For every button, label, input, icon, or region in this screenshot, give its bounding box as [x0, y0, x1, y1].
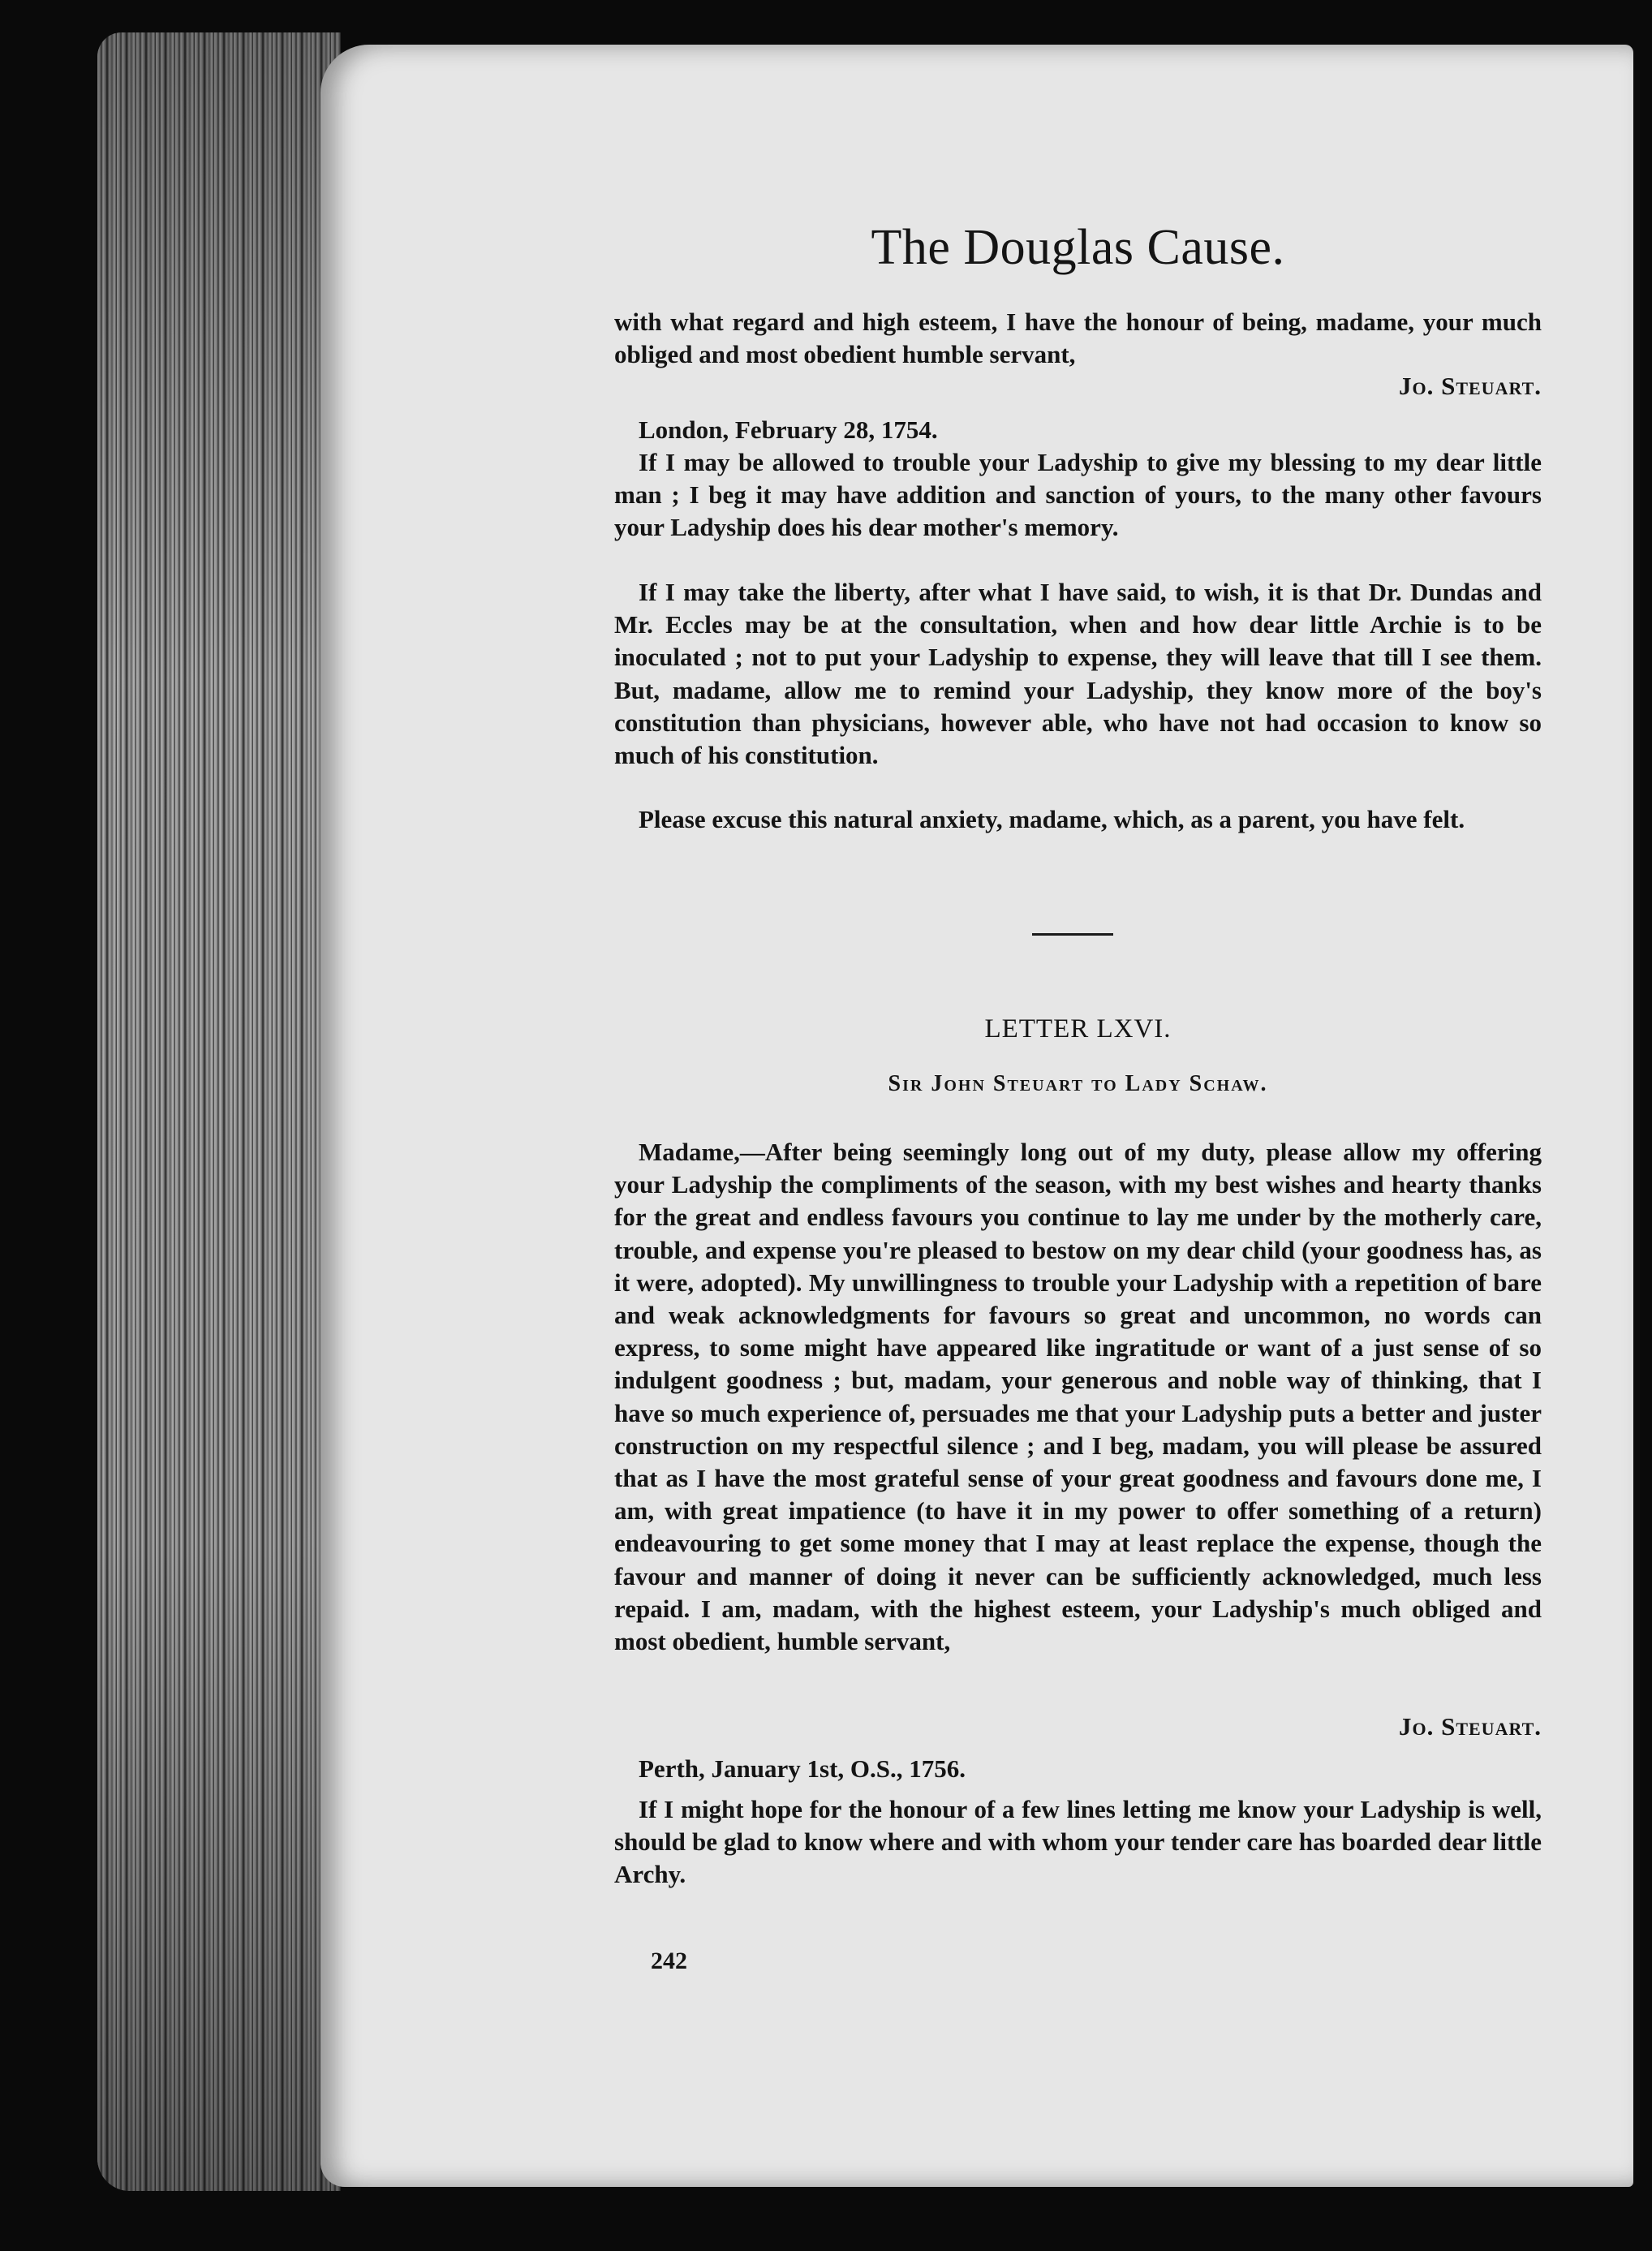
postscript-paragraph: If I may take the liberty, after what I have said, to wish, it is that Dr. Dundas and Mr. Eccles may be at the consultation, when and how dear little Archie is to be inoculated ; not to put your Ladyship to expense, they will leave that till I see them. But, madame, allow me to remind your Ladyship, they know more of the boy's constitution than physicians, however able, who have not had occasion to know so much of his constitution. — [614, 578, 1542, 770]
postscript-paragraph: Please excuse this natural anxiety, madame, which, as a parent, you have felt. — [639, 805, 1465, 833]
page-number: 242 — [651, 1948, 687, 1974]
letter-closing: with what regard and high esteem, I have the honour of being, madame, your much obliged and most obedient humble servant, — [614, 308, 1542, 369]
book-edge-shadow — [97, 32, 341, 2191]
dateline-prev: London, February 28, 1754. — [639, 415, 938, 444]
postscript-paragraph: If I may be allowed to trouble your Ladyship to give my blessing to my dear little man ; I beg it may have addition and sanction of yours, to the many other favours your Ladyship does his dear mother's memory. — [614, 448, 1542, 542]
letter-body: Madame,—After being seemingly long out of my duty, please allow my offering your Ladyship the compliments of the season, with my best wishes and hearty thanks for the great and endless favours you continue to lay me under by the motherly care, trouble, and expense you're pleased to bestow on my dear child (your goodness has, as it were, adopted). My unwillingness to trouble your Ladyship with a repetition of bare and weak acknowledgments for favours so great and uncommon, no words can express, to some might have appeared like ingratitude or want of a just sense of so indulgent goodness ; but, madam, your generous and noble way of thinking, that I have so much experience of, persuades me that your Ladyship puts a better and juster construction on my respectful silence ; and I beg, madam, you will please be assured that as I have the most grateful sense of your great goodness and favours done me, I am, with great impatience (to have it in my power to offer something of a return) endeavouring to get some money that I may at least replace the expense, though the favour and manner of doing it never can be sufficiently acknowledged, much less repaid. I am, madam, with the highest esteem, your Ladyship's much obliged and most obedient, humble servant, — [614, 1138, 1542, 1656]
section-divider — [1032, 933, 1113, 936]
dateline: Perth, January 1st, O.S., 1756. — [639, 1754, 966, 1783]
signature-prev: Jo. Steuart. — [1398, 372, 1542, 400]
letter-subheading: Sir John Steuart to Lady Schaw. — [888, 1071, 1268, 1096]
letter-postscript: If I might hope for the honour of a few lines letting me know your Ladyship is well, should be glad to know where and with whom your tender care has boarded dear little Archy. — [614, 1795, 1542, 1889]
running-title: The Douglas Cause. — [871, 220, 1285, 275]
signature: Jo. Steuart. — [1398, 1712, 1542, 1741]
letter-heading: LETTER LXVI. — [984, 1014, 1172, 1044]
